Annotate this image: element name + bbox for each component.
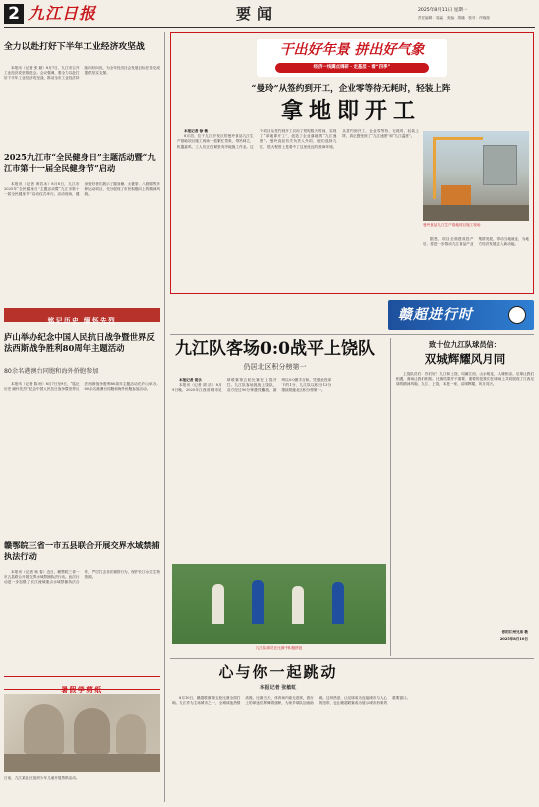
letter-date: 2025年8月10日 <box>499 637 528 641</box>
article-4-headline: 赣鄂皖三省一市五县联合开展交界水域禁捕执法行动 <box>4 540 160 561</box>
article-1-headline: 全力以赴打好下半年工业经济攻坚战 <box>4 42 145 52</box>
paper-name: 九江日报 <box>28 4 97 23</box>
article-2-headline: 2025九江市“全民健身日”主题活动暨“九江市第十一届全民健身节”启动 <box>4 152 156 173</box>
lead-main-headline: 拿地即开工 <box>280 98 421 124</box>
article-1-body: 本报讯（记者 张 颖）8月7日，九江市召开工业经济攻坚推进会。会议强调，要全力以赴打好下半年工业经济攻坚战，推动全市工业经济持续向好向优，为全年经济社会发展目标任务完成提供坚实支撑。 <box>4 66 160 81</box>
editors-line: 责任编辑：周淼 美编：胡璠 校对：许晓瑞 <box>418 16 490 20</box>
feature-banner <box>4 308 160 325</box>
papercut-caption: 日前，九江某社区组织少年儿童开展剪纸活动。 <box>4 776 80 780</box>
left-column <box>4 32 160 802</box>
article-2-body: 本报讯（记者 黄若冰）8月8日，九江市2025年“全民健身日”主题活动暨“九江市第十一届全民健身节”启动仪式举行。活动现场，健身爱好者们展示了健身操、太极拳、八段锦等多种运动项目，充分展现了市民积极向上的精神风貌。 <box>4 182 160 197</box>
feature-banner-text: 铭记历史 缅怀先烈 <box>47 317 117 325</box>
article-3-body: 本报讯（记者 陈 盼）8月7日至9日，“铭记历史 缅怀先烈”纪念中国人民抗日战争暨世界反法西斯战争胜利80周年主题活动在庐山举办。80余名港澳台同胞和海外侨胞参加活动。 <box>4 382 160 392</box>
sports-headline: 九江队客场0:0战平上饶队 <box>175 339 375 359</box>
sports-logo-strip <box>388 300 534 330</box>
sports-photo-caption: 九江队球员在比赛中积极拼抢 <box>255 646 303 650</box>
lead-banner-line2: 经济一线蹲点调研 · 走基层 · 看“四季” <box>275 63 429 73</box>
masthead <box>0 0 539 28</box>
footer-banner <box>4 676 160 694</box>
bottom-headline: 心与你一起跳动 <box>218 663 338 681</box>
lead-photo-caption: 曼玲食品九江生产基地项目施工现场 <box>423 223 481 227</box>
bottom-byline: 本报记者 张敏虹 <box>259 685 297 691</box>
footer-banner-text: 暑假学剪纸 <box>61 686 103 694</box>
article-3-headline: 庐山举办纪念中国人民抗日战争暨世界反法西斯战争胜利80周年主题活动 <box>4 332 155 353</box>
lead-photo <box>423 131 529 221</box>
lead-story <box>170 32 534 294</box>
lead-banner-line1: 干出好年景 拼出好气象 <box>279 42 425 58</box>
lead-subheadline: “曼玲”从签约到开工，企业零等待无耗时，轻装上阵 <box>251 84 451 94</box>
bottom-body: 8月10日，赣超联赛第五轮比赛全面打响。九江作为主场城市之一，全城球迷热情高涨。比赛当天，体育场内座无虚席，看台上的球迷们挥舞着旗帜，为家乡球队加油助威。这份热爱，让足球成为连接城市与人心的纽带，也让赣超联赛成为展示城市形象的重要窗口。 <box>172 696 411 706</box>
letter-headline: 双城辉耀风月同 <box>424 352 506 366</box>
soccer-ball-icon <box>508 306 526 324</box>
sports-logo-text: 赣超进行时 <box>398 307 473 323</box>
papercut-photo <box>4 694 160 772</box>
sports-body: 本报记者 胡乐 本报讯（记者 胡 乐）8月9日晚，2025年江西省城市足球联赛第五轮比赛在上饶开打。九江队客场挑战上饶队，双方经过90分钟激烈鏖战，最终以0:0握手言和。凭借此役拿下的1分，九江队以积分13分继续领跑北区积分榜第一。 <box>172 378 332 393</box>
sports-photo <box>172 564 386 644</box>
article-4-body: 本报讯（记者 杨 春）近日，赣鄂皖三省一市五县联合开展交界水域禁捕执法行动。此次行动进一步加强了长江流域重点水域禁捕执法合作，严厉打击非法捕捞行为，保护长江水生生物资源。 <box>4 570 160 585</box>
lead-body: 本报记者 徐 敏 8月初，位于九江开发区的曼玲食品九江生产基地项目施工现场一派繁忙景象，塔吊林立，机器轰鸣，工人们正在紧张有序地施工作业。这个项目从签约到开工仅用了短短数天时间，实现了“拿地即开工”，创造了企业落地的“九江速度”。曼玲食品有关负责人介绍，他们选择九江，很大程度上是看中了这里优良的营商环境。从签约到开工，企业零等待、无耗时，轻装上阵，真正感受到了“九江速度”和“九江温度”。 <box>177 129 419 149</box>
letter-sign: 你的江州兄弟 敬 <box>501 630 528 634</box>
letter-title: 致十位九江队球员信： <box>429 340 501 349</box>
sports-byline: 本报记者 胡乐 <box>179 378 202 382</box>
section-title: 要闻 <box>236 5 279 23</box>
date-line: 2025年8月11日 星期一 <box>418 8 468 13</box>
page-number: 2 <box>4 4 24 24</box>
lead-byline: 本报记者 徐 敏 <box>184 129 209 133</box>
article-3-subhead: 80余名港澳台同胞和海外侨胞参加 <box>4 368 99 375</box>
sports-subhead: 仍居北区积分榜第一 <box>243 363 307 371</box>
lead-banner <box>257 39 447 77</box>
lead-body-cont: 据悉，项目全面建成投产后，将进一步推动九江食品产业集群发展，带动当地就业，为地方经济发展注入新动能。 <box>423 237 529 247</box>
letter-body: 上饶队员们：你们好！九江和上饶，同属江西，山水相连，人缘相亲。足球让我们相遇，赛场让我们相知。比赛结果并不重要，重要的是我们在球场上共同展现了江西足球的精神风貌。九江、上饶，本是一家，双城辉耀，风月同天。 <box>396 372 534 387</box>
